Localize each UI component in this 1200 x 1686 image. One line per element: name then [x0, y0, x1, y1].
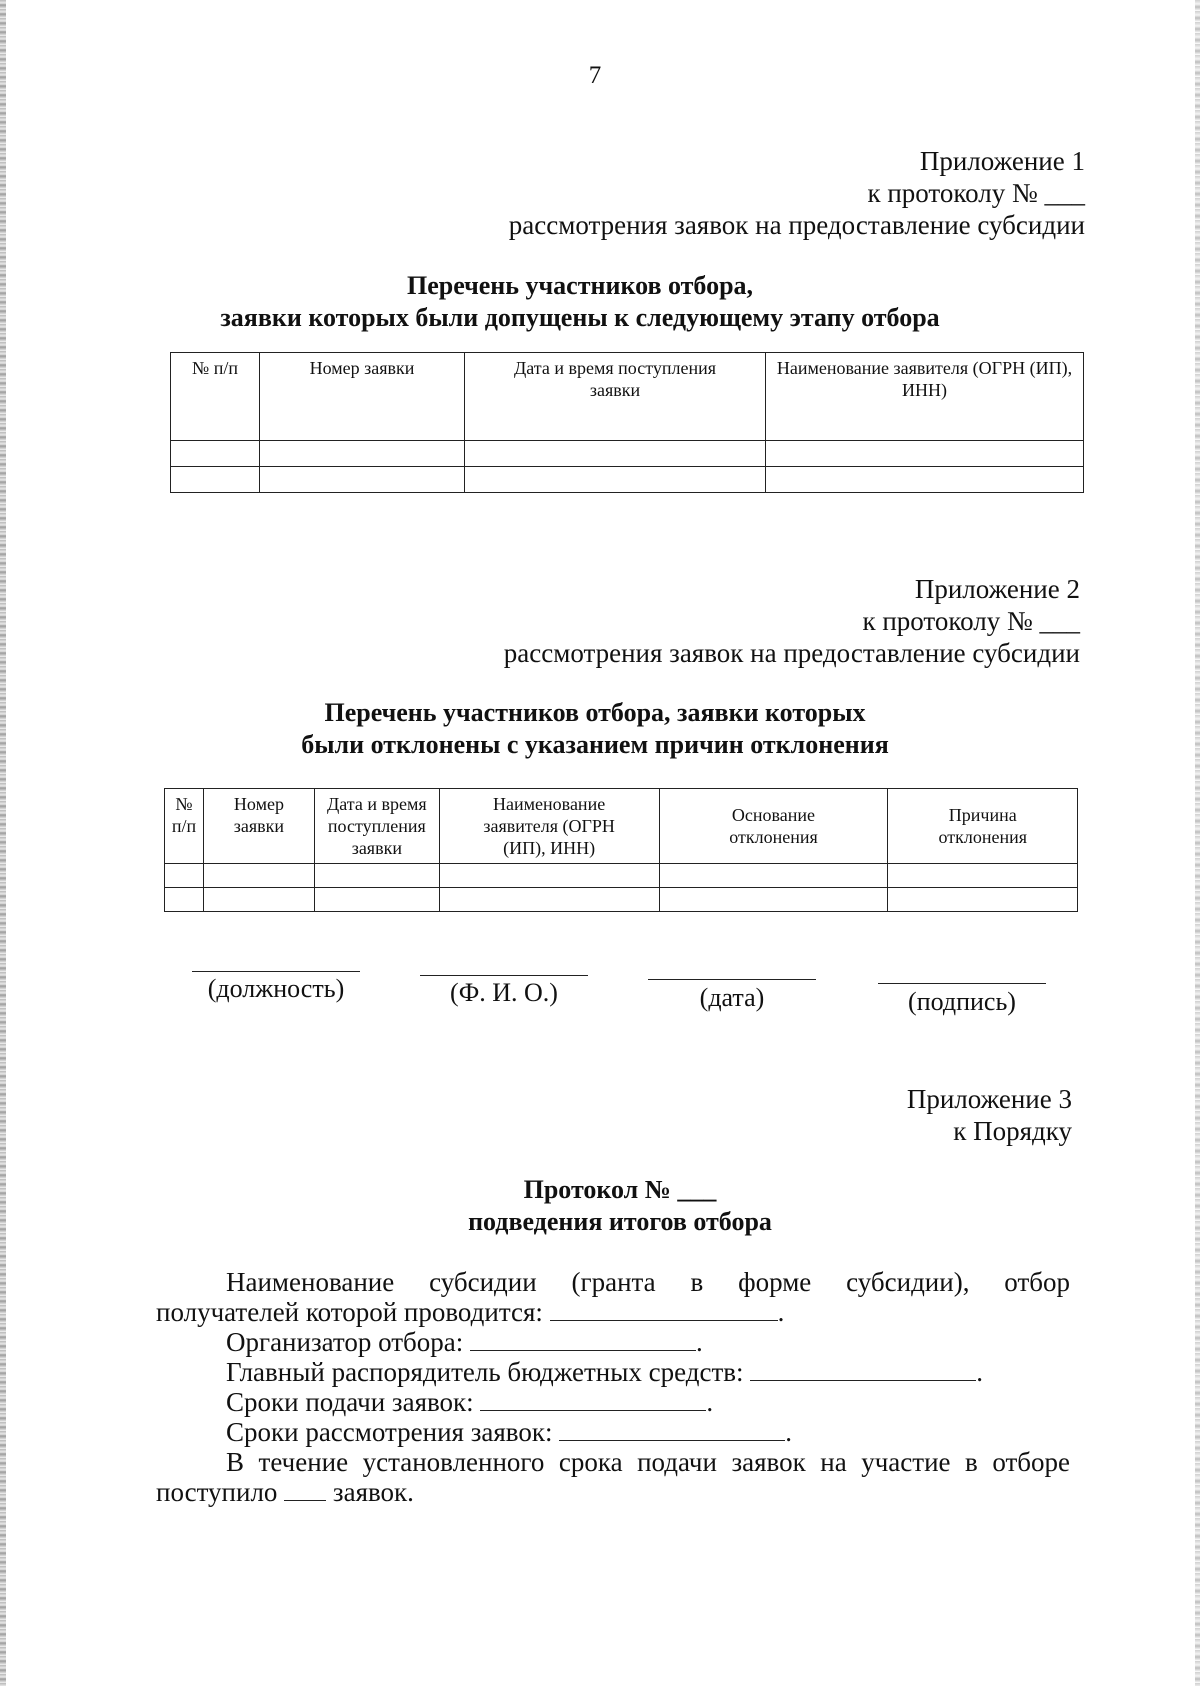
- submission-period-label: Сроки подачи заявок:: [226, 1387, 474, 1417]
- col-applicant-name: Наименование заявителя (ОГРН (ИП), ИНН): [766, 353, 1084, 441]
- signature-line-signature: [878, 983, 1046, 984]
- appendix1-header: [400, 145, 1085, 241]
- subsidy-name-line1: Наименование субсидии (гранта в форме субсидии), отбор: [226, 1267, 1070, 1297]
- appendix3-title-line1: Протокол № ___: [523, 1175, 717, 1204]
- appendix1-title: [160, 270, 1000, 334]
- appendix1-subject: рассмотрения заявок на предоставление субсидии: [508, 210, 1085, 240]
- organizer-line: Организатор отбора: .: [226, 1327, 703, 1357]
- table-cell: [465, 441, 766, 467]
- review-period-line: Сроки рассмотрения заявок: .: [226, 1417, 792, 1447]
- table-header-row: [171, 353, 1084, 441]
- scan-edge-right: [1195, 0, 1200, 1686]
- chief-manager-label: Главный распорядитель бюджетных средств:: [226, 1357, 744, 1387]
- col-number: № п/п: [171, 353, 260, 441]
- table-row: [165, 888, 1078, 912]
- col-application-number: Номер заявки: [203, 789, 314, 864]
- table-cell: [314, 888, 439, 912]
- col-applicant-name: Наименование заявителя (ОГРН (ИП), ИНН): [439, 789, 659, 864]
- table-cell: [203, 888, 314, 912]
- table-row: [171, 467, 1084, 493]
- subsidy-name-blank: [550, 1300, 778, 1321]
- appendix3-body: [156, 1267, 1070, 1507]
- received-prefix: поступило: [156, 1477, 278, 1507]
- col-rejection-basis: Основание отклонения: [659, 789, 888, 864]
- appendix1-to-protocol: к протоколу № ___: [867, 178, 1085, 208]
- organizer-blank: [470, 1330, 696, 1351]
- appendix2-title-line1: Перечень участников отбора, заявки которых: [324, 698, 866, 727]
- appendix3-title-line2: подведения итогов отбора: [468, 1207, 772, 1236]
- table-cell: [888, 888, 1078, 912]
- table-cell: [165, 888, 204, 912]
- review-period-label: Сроки рассмотрения заявок:: [226, 1417, 553, 1447]
- table-cell: [314, 864, 439, 888]
- col-received-datetime: Дата и время поступления заявки: [465, 353, 766, 441]
- appendix1-label: Приложение 1: [919, 146, 1085, 176]
- appendix1-table: [170, 352, 1084, 493]
- table-cell: [766, 441, 1084, 467]
- appendix2-title-line2: были отклонены с указанием причин отклонения: [301, 730, 889, 759]
- signature-line-position: [192, 971, 360, 972]
- table-cell: [659, 888, 888, 912]
- received-line2: [156, 1477, 1070, 1507]
- table-row: [171, 441, 1084, 467]
- table-cell: [203, 864, 314, 888]
- appendix1-title-line1: Перечень участников отбора,: [406, 271, 754, 300]
- col-number: № п/п: [165, 789, 204, 864]
- table-cell: [260, 441, 465, 467]
- appendix2-label: Приложение 2: [914, 574, 1080, 604]
- review-period-blank: [559, 1420, 785, 1441]
- col-application-number: Номер заявки: [260, 353, 465, 441]
- appendix3-to-order: к Порядку: [953, 1116, 1072, 1146]
- received-count-blank: [284, 1480, 326, 1501]
- organizer-label: Организатор отбора:: [226, 1327, 464, 1357]
- signature-line-date: [648, 979, 816, 980]
- table-cell: [888, 864, 1078, 888]
- page-number: 7: [588, 62, 602, 89]
- submission-period-blank: [480, 1390, 706, 1411]
- appendix1-title-line2: заявки которых были допущены к следующему этапу отбора: [220, 303, 940, 332]
- appendix3-label: Приложение 3: [906, 1084, 1072, 1114]
- appendix3-header: [700, 1083, 1072, 1147]
- col-received-datetime: Дата и время поступления заявки: [314, 789, 439, 864]
- table-cell: [439, 888, 659, 912]
- received-suffix: заявок.: [332, 1477, 414, 1507]
- signature-label-name: (Ф. И. О.): [450, 978, 558, 1007]
- col-rejection-reason: Причина отклонения: [888, 789, 1078, 864]
- table-cell: [260, 467, 465, 493]
- chief-manager-line: Главный распорядитель бюджетных средств: .: [226, 1357, 983, 1387]
- table-cell: [439, 864, 659, 888]
- table-row: [165, 864, 1078, 888]
- appendix2-title: [200, 697, 990, 761]
- table-cell: [659, 864, 888, 888]
- chief-manager-blank: [750, 1360, 976, 1381]
- subsidy-name-label: получателей которой проводится:: [156, 1297, 543, 1327]
- signature-label-signature: (подпись): [908, 987, 1016, 1016]
- table-cell: [171, 441, 260, 467]
- table-header-row: [165, 789, 1078, 864]
- appendix2-subject: рассмотрения заявок на предоставление субсидии: [503, 638, 1080, 668]
- table-cell: [766, 467, 1084, 493]
- table-cell: [171, 467, 260, 493]
- scan-edge-left: [0, 0, 6, 1686]
- table-cell: [465, 467, 766, 493]
- submission-period-line: Сроки подачи заявок: .: [226, 1387, 714, 1417]
- appendix3-title: [340, 1174, 900, 1238]
- appendix2-table: [164, 788, 1078, 912]
- appendix2-to-protocol: к протоколу № ___: [862, 606, 1080, 636]
- table-cell: [165, 864, 204, 888]
- appendix2-header: [400, 573, 1080, 669]
- signature-label-position: (должность): [207, 974, 345, 1003]
- signature-line-name: [420, 975, 588, 976]
- received-line1: В течение установленного срока подачи заявок на участие в отборе: [226, 1447, 1070, 1477]
- subsidy-name-line2: получателей которой проводится: .: [156, 1297, 785, 1327]
- signature-label-date: (дата): [699, 983, 765, 1012]
